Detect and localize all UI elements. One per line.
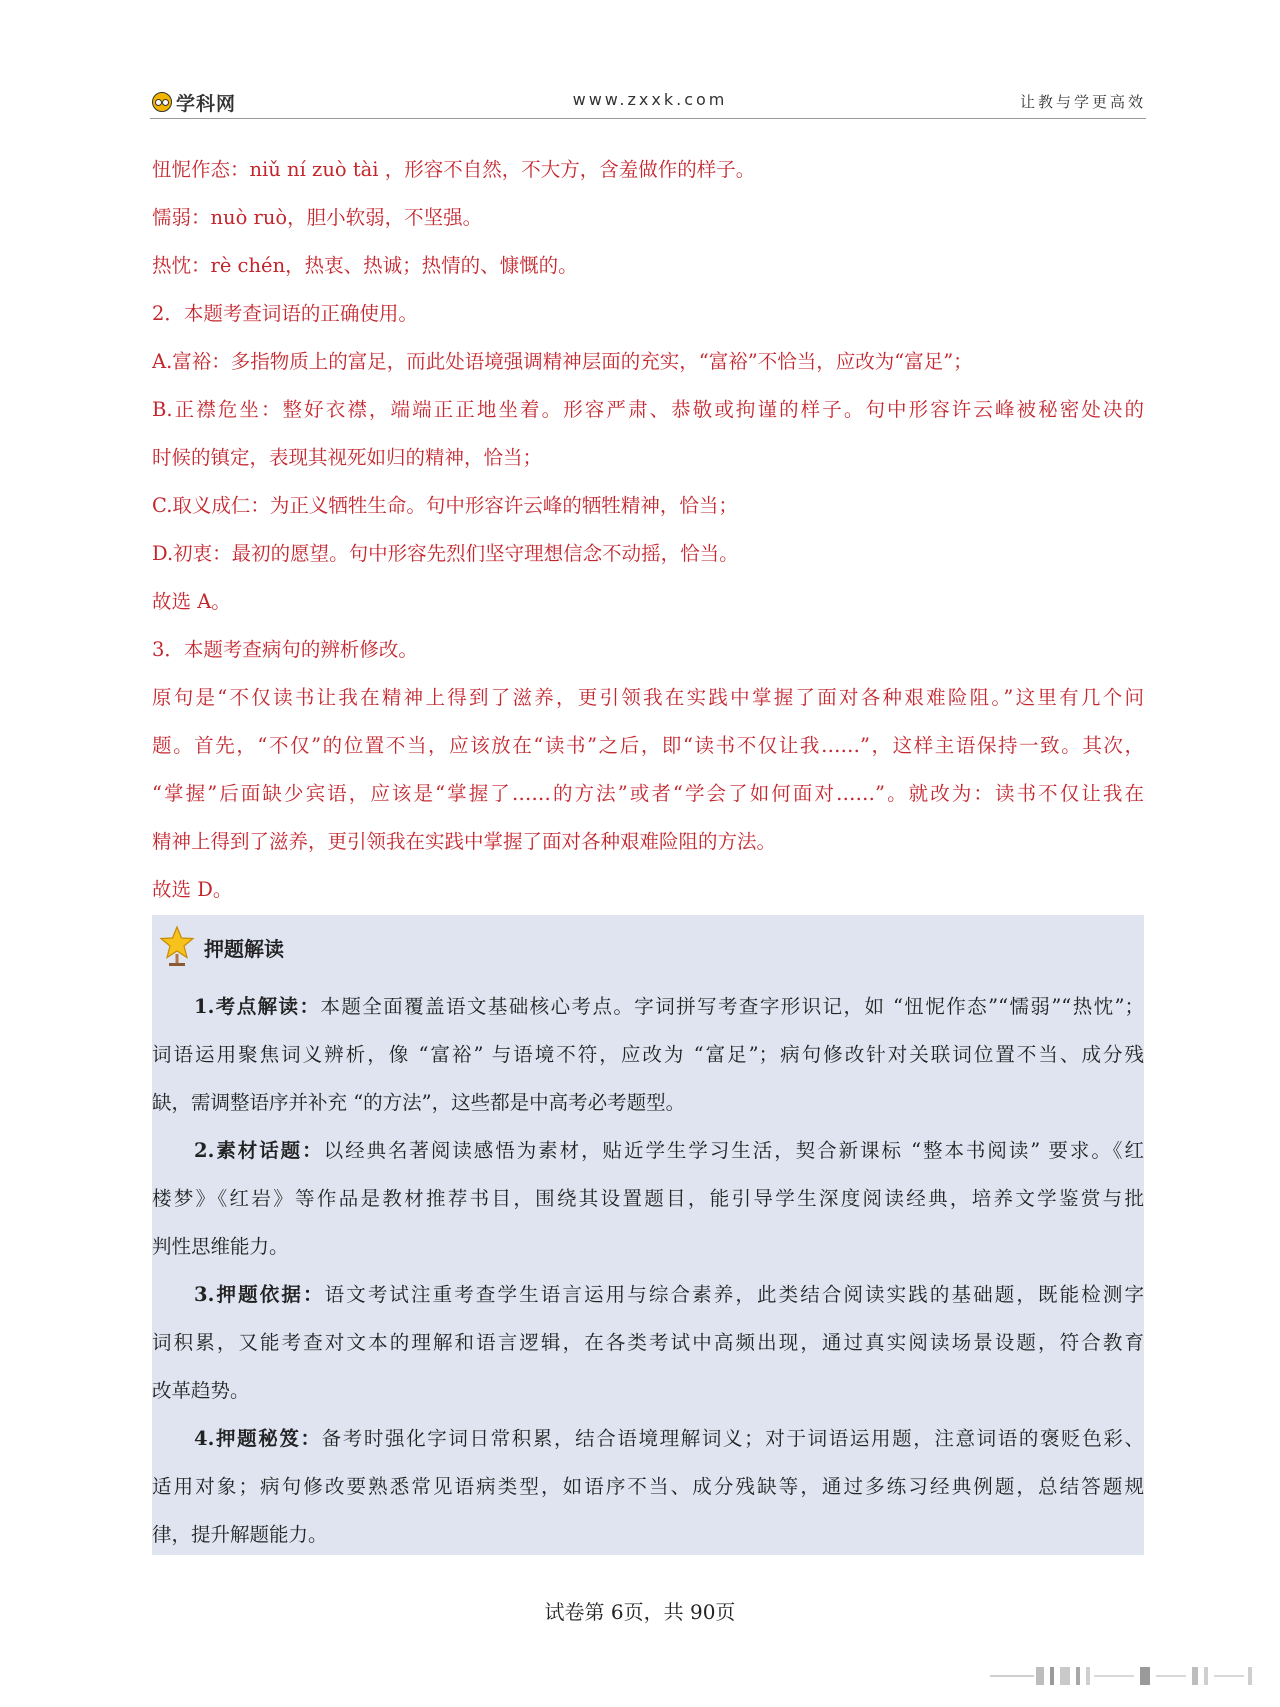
answer-line: 精神上得到了滋养，更引领我在实践中掌握了面对各种艰难险阻的方法。 (152, 830, 777, 853)
answer-analysis (152, 146, 1144, 914)
section-line: 词语运用聚焦词义辨析，像 “富裕” 与语境不符，应改为 “富足”；病句修改针对关联词位置不当、成分残 (152, 1043, 1144, 1066)
section-line: 词积累，又能考查对文本的理解和语言逻辑，在各类考试中高频出现，通过真实阅读场景设题，符合教育 (152, 1331, 1144, 1354)
section-first-line (152, 1271, 1144, 1319)
answer-line: C.取义成仁：为正义牺牲生命。句中形容许云峰的牺牲精神，恰当； (152, 494, 738, 517)
answer-line: 3．本题考查病句的辨析修改。 (152, 638, 418, 661)
section-text: 语文考试注重考查学生语言运用与综合素养，此类结合阅读实践的基础题，既能检测字 (324, 1283, 1144, 1306)
section-heading: 4.押题秘笈： (194, 1427, 322, 1450)
section-text: 以经典名著阅读感悟为素材，贴近学生学习生活，契合新课标 “整本书阅读” 要求。《红 (323, 1139, 1144, 1162)
answer-line: 懦弱：nuò ruò，胆小软弱，不坚强。 (152, 206, 483, 229)
prediction-box (152, 915, 1144, 1555)
section-line: 楼梦》《红岩》等作品是教材推荐书目，围绕其设置题目，能引导学生深度阅读经典，培养文学鉴赏与批 (152, 1187, 1144, 1210)
answer-line: B.正襟危坐：整好衣襟，端端正正地坐着。形容严肃、恭敬或拘谨的样子。句中形容许云峰被秘密处决的 (152, 398, 1144, 421)
answer-line: 忸怩作态：niǔ ní zuò tài ，形容不自然，不大方，含羞做作的样子。 (152, 158, 756, 181)
section-line: 适用对象；病句修改要熟悉常见语病类型，如语序不当、成分残缺等，通过多练习经典例题，总结答题规 (152, 1475, 1144, 1498)
section-line: 判性思维能力。 (152, 1235, 289, 1258)
section-text: 备考时强化字词日常积累，结合语境理解词义；对于词语运用题，注意词语的褒贬色彩、 (321, 1427, 1144, 1450)
answer-line: D.初衷：最初的愿望。句中形容先烈们坚守理想信念不动摇，恰当。 (152, 542, 739, 565)
page-header (150, 88, 1146, 119)
slogan: 让教与学更高效 (1019, 93, 1146, 111)
barcode-watermark-icon (990, 1665, 1260, 1687)
section-line: 律，提升解题能力。 (152, 1523, 328, 1546)
section-first-line (152, 1127, 1144, 1175)
answer-line: 时候的镇定，表现其视死如归的精神，恰当； (152, 446, 543, 469)
answer-line: 故选 A。 (152, 590, 231, 613)
page-number: 试卷第 6页，共 90页 (544, 1600, 736, 1624)
answer-line: 热忱：rè chén，热衷、热诚；热情的、慷慨的。 (152, 254, 578, 277)
section-heading: 2.素材话题： (194, 1139, 324, 1162)
section-heading: 3.押题依据： (194, 1283, 325, 1306)
prediction-header (158, 925, 284, 969)
star-trophy-icon (158, 925, 196, 969)
answer-line: 题。首先，“不仅”的位置不当，应该放在“读书”之后，即“读书不仅让我……”，这样主语保持一致。其次， (152, 734, 1144, 757)
answer-line: 原句是“不仅读书让我在精神上得到了滋养，更引领我在实践中掌握了面对各种艰难险阻。”这里有几个问 (152, 686, 1144, 709)
answer-line: A.富裕：多指物质上的富足，而此处语境强调精神层面的充实，“富裕”不恰当，应改为“富足”； (152, 350, 973, 373)
answer-line: 2．本题考查词语的正确使用。 (152, 302, 418, 325)
prediction-title: 押题解读 (204, 936, 284, 961)
prediction-body (152, 983, 1144, 1559)
logo-text: 学科网 (176, 92, 237, 115)
section-first-line (152, 1415, 1144, 1463)
answer-line: “掌握”后面缺少宾语，应该是“掌握了……的方法”或者“学会了如何面对……”。就改为：读书不仅让我在 (152, 782, 1144, 805)
site-url: www.zxxk.com (572, 90, 728, 109)
owl-logo-icon (152, 92, 172, 112)
section-line: 改革趋势。 (152, 1379, 250, 1402)
section-text: 本题全面覆盖语文基础核心考点。字词拼写考查字形识记，如 “忸怩作态”“懦弱”“热忱”； (320, 995, 1144, 1018)
section-heading: 1.考点解读： (194, 995, 321, 1018)
section-first-line (152, 983, 1144, 1031)
answer-line: 故选 D。 (152, 878, 233, 901)
section-line: 缺，需调整语序并补充 “的方法”，这些都是中高考必考题型。 (152, 1091, 686, 1114)
site-logo (152, 88, 236, 116)
